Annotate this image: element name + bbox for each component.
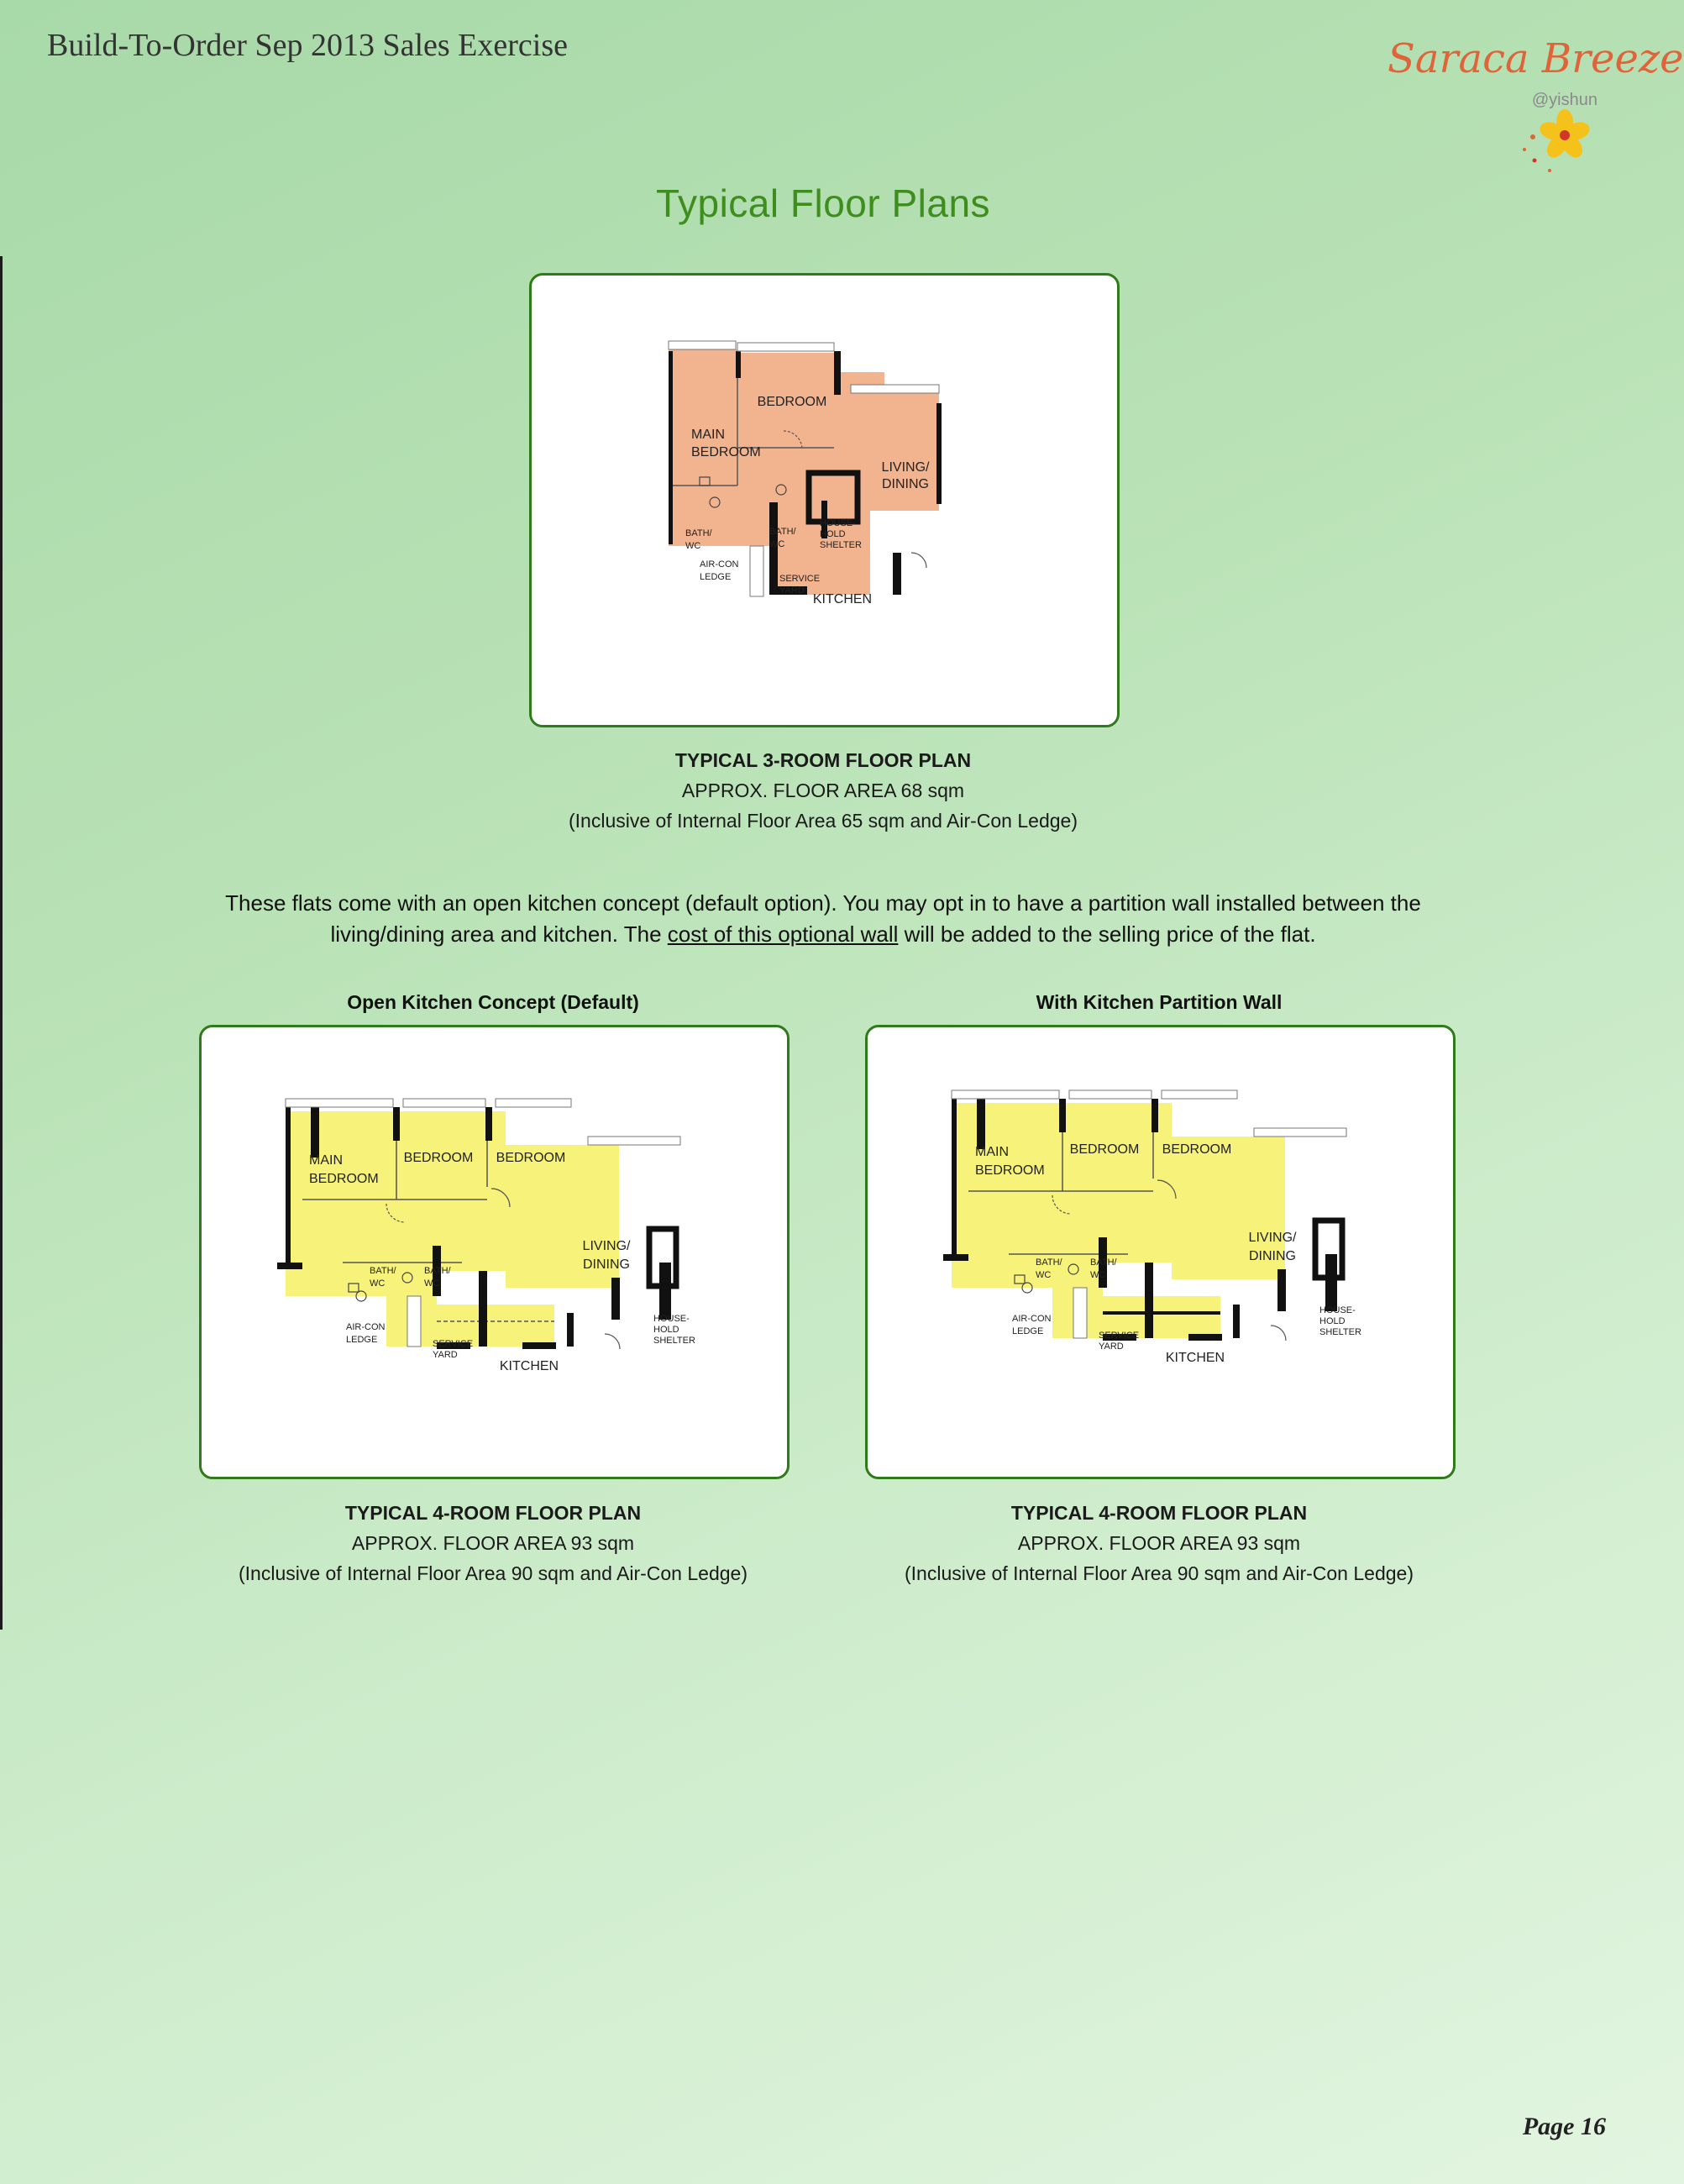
logo-subtext: @yishun [1531,91,1597,109]
room-label: BEDROOM [757,395,827,409]
kitchen-option-description [151,888,1495,950]
room-label: HOUSE- [653,1314,690,1324]
document-header-title: Build-To-Order Sep 2013 Sales Exercise [47,28,568,63]
plan-4room-wall-frame [865,1025,1456,1479]
page-number: Page 16 [1522,2113,1606,2140]
heading-partition-wall: With Kitchen Partition Wall [1036,991,1283,1013]
room-label: AIR-CON [346,1322,386,1332]
caption-note: (Inclusive of Internal Floor Area 65 sqm and Air-Con Ledge) [569,810,1078,832]
caption-title: TYPICAL 4-ROOM FLOOR PLAN [344,1502,642,1524]
room-label: BEDROOM [496,1151,566,1165]
heading-open-kitchen: Open Kitchen Concept (Default) [347,991,639,1013]
room-label: KITCHEN [499,1359,559,1373]
description-line-2: living/dining area and kitchen. The cost of this optional wall will be added to the selling price of the flat. [330,921,1316,947]
plan-3room-frame [529,273,1120,727]
room-label: BATH/ [370,1266,396,1276]
caption-note: (Inclusive of Internal Floor Area 90 sqm and Air-Con Ledge) [239,1562,748,1584]
room-label: AIR-CON [1012,1314,1052,1324]
room-label: SHELTER [653,1336,695,1346]
caption-area: APPROX. FLOOR AREA 68 sqm [681,780,965,801]
plan-4room-open-frame [199,1025,790,1479]
room-label: BATH/ [1090,1257,1117,1268]
room-label: SHELTER [1319,1327,1361,1337]
room-label: HOLD [820,529,846,539]
saraca-breeze-logo [1377,24,1684,179]
caption-3room [420,745,1226,836]
room-label: WC [769,539,785,549]
caption-title: TYPICAL 3-ROOM FLOOR PLAN [674,749,972,771]
room-label: HOLD [653,1325,679,1335]
caption-title: TYPICAL 4-ROOM FLOOR PLAN [1010,1502,1308,1524]
room-label: BEDROOM [403,1151,474,1165]
room-label: BATH/ [424,1266,451,1276]
room-label: BEDROOM [1069,1142,1140,1157]
room-label: BEDROOM [691,445,761,459]
room-label: MAIN [309,1153,343,1168]
room-label: DINING [882,477,929,491]
room-label: WC [1036,1270,1052,1280]
room-label: BATH/ [769,527,796,537]
room-label: LIVING/ [582,1239,631,1253]
room-label: MAIN [975,1145,1009,1159]
room-label: DINING [583,1257,630,1272]
room-label: SERVICE [433,1339,474,1349]
room-label: WC [424,1278,440,1289]
room-label: YARD [779,585,805,596]
caption-note: (Inclusive of Internal Floor Area 90 sqm and Air-Con Ledge) [905,1562,1414,1584]
room-label: YARD [1099,1341,1124,1352]
room-label: HOUSE- [820,518,856,528]
floor-plan-4room-open [202,1027,787,1477]
room-label: WC [370,1278,386,1289]
caption-area: APPROX. FLOOR AREA 93 sqm [351,1532,635,1554]
room-label: KITCHEN [812,592,873,606]
room-label: LEDGE [1012,1326,1044,1336]
room-label: AIR-CON [700,559,739,570]
room-label: YARD [433,1350,458,1360]
room-label: BEDROOM [975,1163,1045,1178]
room-label: BATH/ [1036,1257,1062,1268]
room-label: SHELTER [820,540,862,550]
room-label: LEDGE [700,572,732,582]
room-label: BEDROOM [309,1172,379,1186]
room-label: BATH/ [685,528,712,538]
room-label: KITCHEN [1165,1351,1225,1365]
logo-wordmark: Saraca Breeze [1388,35,1684,82]
caption-4room-wall [865,1498,1453,1588]
room-label: BEDROOM [1162,1142,1232,1157]
caption-area: APPROX. FLOOR AREA 93 sqm [1017,1532,1301,1554]
room-label: MAIN [691,428,725,442]
room-label: SERVICE [1099,1331,1140,1341]
flower-icon [1499,103,1600,179]
room-label: HOLD [1319,1316,1346,1326]
floor-plan-4room-wall [868,1027,1453,1477]
floor-plan-3room [532,276,1117,725]
description-line-1: These flats come with an open kitchen concept (default option). You may opt in to have a partition wall installed between the [225,890,1421,916]
room-label: HOUSE- [1319,1305,1356,1315]
room-label: WC [685,541,701,551]
room-label: DINING [1249,1249,1296,1263]
caption-4room-open [199,1498,787,1588]
room-label: LIVING/ [1248,1231,1297,1245]
room-label: SERVICE [779,574,821,584]
page-title: Typical Floor Plans [655,181,991,225]
left-margin-rule [0,256,3,1630]
room-label: LEDGE [346,1335,378,1345]
room-label: WC [1090,1270,1106,1280]
optional-wall-cost-link[interactable]: cost of this optional wall [667,921,899,947]
room-label: LIVING/ [881,460,930,475]
